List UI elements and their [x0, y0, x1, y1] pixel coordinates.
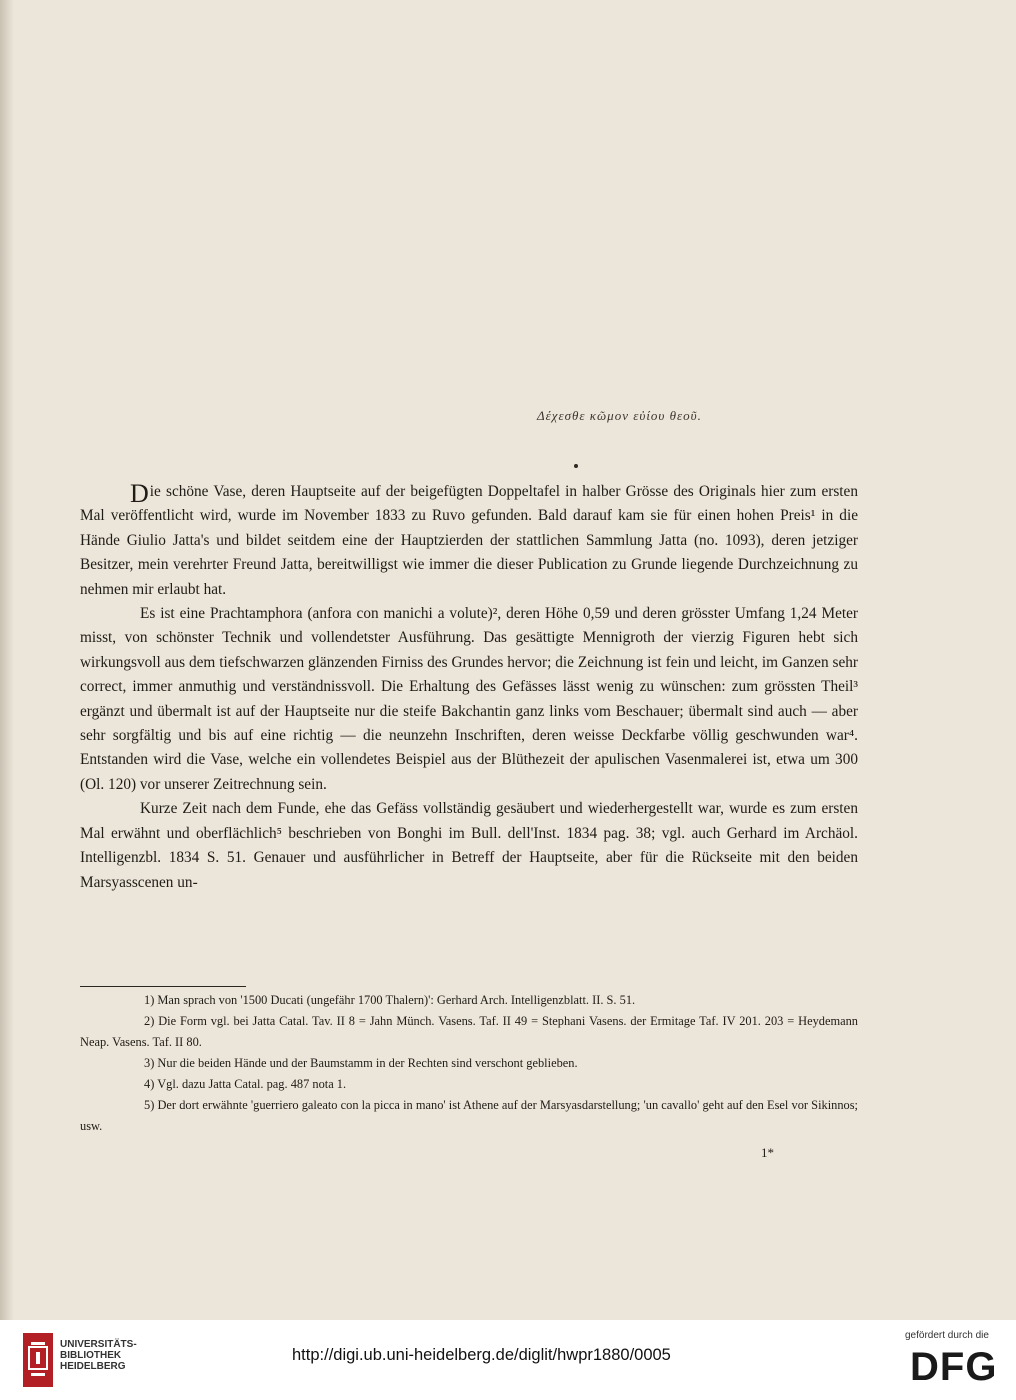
footnote-rule	[80, 986, 246, 987]
footnote-2: 2) Die Form vgl. bei Jatta Catal. Tav. II 8 = Jahn Münch. Vasens. Taf. II 49 = Stephani Vasens. der Ermitage Taf. IV 201. 203 = Heydemann Neap. Vasens. Taf. II 80.	[80, 1014, 858, 1049]
paragraph-2: Es ist eine Prachtamphora (anfora con manichi a volute)², deren Höhe 0,59 und deren grösster Umfang 1,24 Meter misst, von schönster Technik und vollendetster Ausführung. Das gesättigte Mennigroth der vierzig Figuren hebt sich wirkungsvoll aus dem tiefschwarzen glänzenden Firniss des Grundes hervor; die Zeichnung ist fein und leicht, im Ganzen sehr correct, immer anmuthig und verständnissvoll. Die Erhaltung des Gefässes lässt wenig zu wünschen: zum grössten Theil³ ergänzt und übermalt ist auf der Hauptseite nur die steife Bakchantin ganz links vom Beschauer; übermalt sind auch — aber sehr sorgfältig und bis auf eine richtig — die neunzehn Inschriften, deren weisse Deckfarbe völlig geschwunden war⁴. Entstanden wird die Vase, welche ein vollendetes Beispiel aus der Blüthezeit der apulischen Vasenmalerei ist, etwa um 300 (Ol. 120) vor unserer Zeitrechnung sein.	[80, 605, 858, 793]
main-text	[80, 480, 858, 895]
paragraph-3: Kurze Zeit nach dem Funde, ehe das Gefäss vollständig gesäubert und wiederhergestellt war, wurde es zum ersten Mal erwähnt und oberflächlich⁵ beschrieben von Bonghi im Bull. dell'Inst. 1834 pag. 38; vgl. auch Gerhard im Archäol. Intelligenzbl. 1834 S. 51. Genauer und ausführlicher in Betreff der Hauptseite, aber für die Rückseite mit den beiden Marsyasscenen un-	[80, 800, 858, 891]
footnote-3: 3) Nur die beiden Hände und der Baumstamm in der Rechten sind verschont geblieben.	[144, 1056, 578, 1070]
footnote-5: 5) Der dort erwähnte 'guerriero galeato con la picca in mano' ist Athene auf der Marsyasdarstellung; 'un cavallo' geht auf den Esel vor Sikinnos; usw.	[80, 1098, 858, 1133]
footnote-1: 1) Man sprach von '1500 Ducati (ungefähr 1700 Thalern)': Gerhard Arch. Intelligenzblatt. II. S. 51.	[144, 993, 636, 1007]
permalink-url[interactable]: http://digi.ub.uni-heidelberg.de/diglit/hwpr1880/0005	[292, 1346, 671, 1364]
signature-mark: 1*	[761, 1145, 774, 1160]
university-seal-icon	[22, 1332, 54, 1388]
paragraph-1-text: ie schöne Vase, deren Hauptseite auf der beigefügten Doppeltafel in halber Grösse des Originals hier zum ersten Mal veröffentlicht wird, wurde im November 1833 zu Ruvo gefunden. Bald darauf kam sie für einen hohen Preis¹ in die Hände Giulio Jatta's und bildet seitdem eine der Hauptzierden der stattlichen Sammlung Jatta (no. 1093), deren jetziger Besitzer, mein verehrter Freund Jatta, bereitwilligst wie immer die dieser Publication zu Grunde liegende Durchzeichnung zu nehmen mir erlaubt hat.	[80, 483, 858, 598]
footnotes	[80, 990, 858, 1137]
ornament-dot	[574, 464, 578, 468]
library-name: UNIVERSITÄTS- BIBLIOTHEK HEIDELBERG	[60, 1339, 137, 1372]
drop-capital: D	[130, 479, 149, 508]
paragraph-1	[80, 480, 858, 602]
page-edge-shadow	[0, 0, 14, 1320]
funder-caption: gefördert durch die	[905, 1330, 989, 1341]
footnote-4: 4) Vgl. dazu Jatta Catal. pag. 487 nota 1.	[144, 1077, 347, 1091]
dfg-logo: DFG	[910, 1345, 998, 1389]
digitization-footer	[0, 1320, 1016, 1400]
greek-motto: Δέχεσθε κῶμον εὐίου θεοῦ.	[537, 408, 702, 423]
